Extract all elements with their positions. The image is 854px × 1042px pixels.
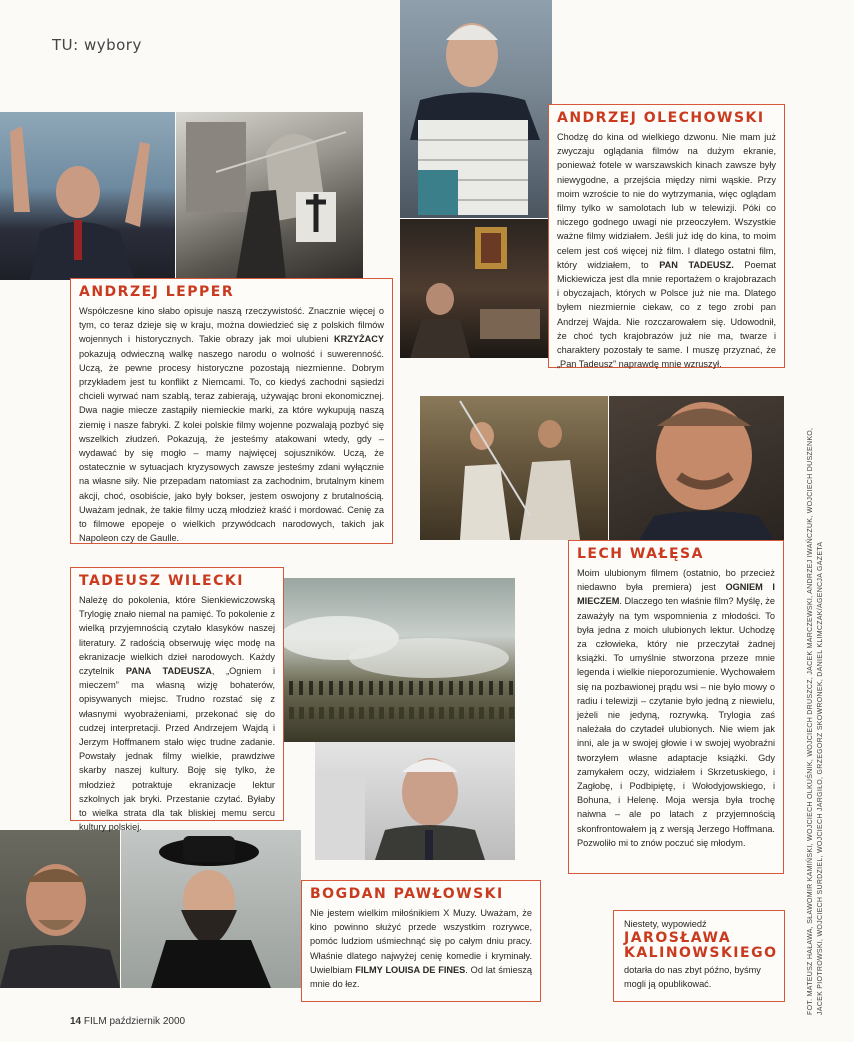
name-olechowski: ANDRZEJ OLECHOWSKI <box>557 110 765 126</box>
text-pawlowski <box>310 906 532 991</box>
box-walesa <box>568 540 784 874</box>
kalinowski-text: dotarła do nas zbyt późno, byśmy mogli ją opublikować. <box>624 965 761 990</box>
photo-pawlowski-art <box>0 830 120 988</box>
page-number: 14 <box>70 1016 82 1027</box>
text-lepper <box>79 304 384 545</box>
film-pawlowski: FILMY LOUISA DE FINES <box>355 964 466 975</box>
photo-walesa-art <box>609 396 784 540</box>
name-walesa: LECH WAŁĘSA <box>577 546 704 562</box>
film-walesa: OGNIEM I MIECZEM <box>577 582 775 607</box>
photo-olechowski-art <box>400 0 552 218</box>
photo-krzyzacy-art <box>176 112 363 280</box>
name-wilecki: TADEUSZ WILECKI <box>79 573 244 589</box>
text-walesa-2: . Dlaczego ten właśnie film? Myślę, że zaważyły na tym wspomnienia z młodości. To była jedna z moich ulubionych lektur. Uchodzę za człowieka, który nie przeczytał żadnej książki. To umyślnie stworzona przeze mnie legenda i wielkie nieporozumienie. Wychowałem się na pozbawionej prądu wsi – nie było mowy o radiu i telewizji – czytanie było jedną z niewielu, jeżeli nie jedyną, rozrywką. Trylogia zaś należała do czytadeł ulubionych. Nie wiem jak inni, ale ja w swojej głowie i w swojej wyobraźni tworzyłem własne adaptacje książki. Gdy zamykałem oczy, widziałem i Skrzetuskiego, i Zagłobę, i Podbipiętę, i Wołodyjowskiego, i Bohuna, i Helenę. Moja wersja była trochę naiwna – ale po latach z przyjemnością skonfrontowałem ją z wersją Jerzego Hoffmana. Pozwoliło mi to znów poczuć się młodym. <box>577 596 775 848</box>
photo-de-funes-art <box>121 830 301 988</box>
kalinowski-name-2: KALINOWSKIEGO <box>624 945 778 962</box>
name-pawlowski: BOGDAN PAWŁOWSKI <box>310 886 504 902</box>
photo-olechowski <box>400 0 552 218</box>
kalinowski-lead: Niestety, wypowiedź <box>624 919 707 929</box>
photo-ogniem-duel-art <box>420 396 608 540</box>
photo-de-funes <box>121 830 301 988</box>
text-wilecki <box>79 593 275 834</box>
text-olechowski <box>557 130 776 371</box>
text-lepper-2: pokazują odwieczną walkę naszego narodu o wolność i suwerenność. Uczą, że pewne procesy historyczne pozostają niezmienne. Dobrym przykładem jest tu konflikt z Niemcami. To, co kiedyś zachodni sąsiedzi chcieli wyrwać nam szablą, teraz zabierają, używając broni ekonomicznej. Dwa nagie miecze zastąpiły niemieckie marki, za które wykupują naszą ziemię i nasze fabryki. Z kolei polskie filmy wojenne pozwalają pozbyć się wszelkich złudzeń. Pokazują, że jesteśmy atakowani wtedy, gdy – wydawać by się mogło – mamy najwięcej sojuszników. Uczą, że ostatecznie w sytuacjach kryzysowych zawsze jesteśmy zdani wyłącznie na własne siły. Nie przepadam natomiast za zachodnim, brutalnym kinem akcji, choć, osobiście, jako były bokser, jestem oswojony z brutalnością. Uważam jednak, że takie filmy uczą młodzież kraść i mordować. Cenię za to filmowe epopeje o wielkich przywódcach narodowych, takich jak Napoleon czy de Gaulle. <box>79 348 384 544</box>
text-olechowski-2: Poemat Mickiewicza jest dla mnie reportażem o krajobrazach i obyczajach, których w Polsce już nie ma. Dlatego byłem niezmiernie ciekaw, co z tego zrobi pan Andrzej Wajda. Nie rozczarowałem się. Udowodnił, że choć tych krajobrazów już nie ma, twarze i charaktery pozostały te same. I muszę przyznać, że „Pan Tadeusz” naprawdę mnie wzruszył. <box>557 259 777 370</box>
photo-credits-1: FOT. MATEUSZ HAŁAWA, SŁAWOMIR KAMIŃSKI, WOJCIECH OLKUŚNIK, WOJCIECH DRUSZCZ, JACEK MARCZEWSKI, ANDRZEJ IWAŃCZUK, WOJCIECH DUSZENKO, <box>807 427 814 1015</box>
section-title: TU: wybory <box>52 36 142 54</box>
box-kalinowski <box>613 910 785 1002</box>
issue-date: październik 2000 <box>109 1016 186 1027</box>
name-lepper: ANDRZEJ LEPPER <box>79 284 235 300</box>
photo-lepper <box>0 112 175 280</box>
film-wilecki: PANA TADEUSZA <box>125 666 212 677</box>
text-wilecki-2: , „Ogniem i mieczem” ma własną wizję bohaterów, opisywanych miejsc. Trudno rozstać się z własnymi wyobrażeniami, przekonać się do cudzej interpretacji. Przed Andrzejem Wajdą i Jerzym Hoffmanem stało więc trudne zadanie. Powstały jednak filmy wielkie, prawdziwe skarby naszej kultury. Boję się tylko, że młodzież potraktuje ekranizacje lektur szkolnych jak bryki. Przestanie czytać. Byłaby to wielka strata dla tak bliskiej memu sercu kultury polskiej. <box>79 666 275 833</box>
photo-credits-2: JACEK PIOTROWSKI, WOJCIECH SURDZIEL, WOJCIECH JARGIŁO, GRZEGORZ SKOWRONEK, DANIEL KLIMCZAK/AGENCJA GAZETA <box>817 541 824 1015</box>
photo-battle-art <box>279 578 515 742</box>
photo-pan-tadeusz-art <box>400 219 552 358</box>
photo-pan-tadeusz <box>400 219 552 358</box>
text-wilecki-1: Należę do pokolenia, które Sienkiewiczowską Trylogię znało niemal na pamięć. To pokolenie z wielką przyjemnością czytało klasyków naszej literatury. Z radością obserwuję więc modę na ekranizacje wielkich dzieł narodowych. Każdy czytelnik <box>79 595 275 677</box>
magazine-name: FILM <box>83 1016 107 1027</box>
photo-battle <box>279 578 515 742</box>
film-lepper: KRZYŻACY <box>333 334 384 345</box>
film-olechowski: PAN TADEUSZ. <box>659 259 734 270</box>
text-olechowski-1: Chodzę do kina od wielkiego dzwonu. Nie mam już zwyczaju oglądania filmów na dużym ekranie, ponieważ fotele w warszawskich kinach zawsze były niewygodne, a przejścia między nimi wąskie. Przy moim wzroście to nie do wytrzymania, więc oglądam filmy tylko w samolotach lub w telewizji. Póki co niczego godnego uwagi nie przeoczyłem. Wszystkie ważne filmy widziałem. Jeśli już idę do kina, to moim celem jest coś więcej niż film. I dlatego ostatni film, który widziałem, to <box>557 132 776 270</box>
photo-lepper-art <box>0 112 175 280</box>
kalinowski-name-1: JAROSŁAWA <box>624 930 732 947</box>
box-lepper <box>70 278 393 544</box>
photo-ogniem-duel <box>420 396 608 540</box>
photo-wilecki-art <box>315 742 515 860</box>
text-walesa-1: Moim ulubionym filmem (ostatnio, bo przecież niedawno była premiera) jest <box>577 568 775 593</box>
photo-krzyzacy <box>176 112 363 280</box>
text-pawlowski-2: . Od lat śmieszą mnie do łez. <box>310 964 532 990</box>
photo-wilecki <box>315 742 515 860</box>
page-footer <box>70 1016 185 1027</box>
box-pawlowski <box>301 880 541 1002</box>
box-olechowski <box>548 104 785 368</box>
text-lepper-1: Współczesne kino słabo opisuje naszą rzeczywistość. Znacznie więcej o tym, co teraz dzieje się w kraju, można dowiedzieć się z polskich filmów wojennych i historycznych. Takie obrazy jak moi ulubieni <box>79 306 384 345</box>
box-wilecki <box>70 567 284 833</box>
text-walesa <box>577 566 775 850</box>
photo-pawlowski <box>0 830 120 988</box>
text-pawlowski-1: Nie jestem wielkim miłośnikiem X Muzy. Uważam, że kino powinno służyć przede wszystkim rozrywce, pomóc ludziom uśmiechnąć się po całym dniu pracy. Właśnie dlatego najwyżej cenię komedie i kryminały. Uwielbiam <box>310 908 532 975</box>
photo-walesa <box>609 396 784 540</box>
